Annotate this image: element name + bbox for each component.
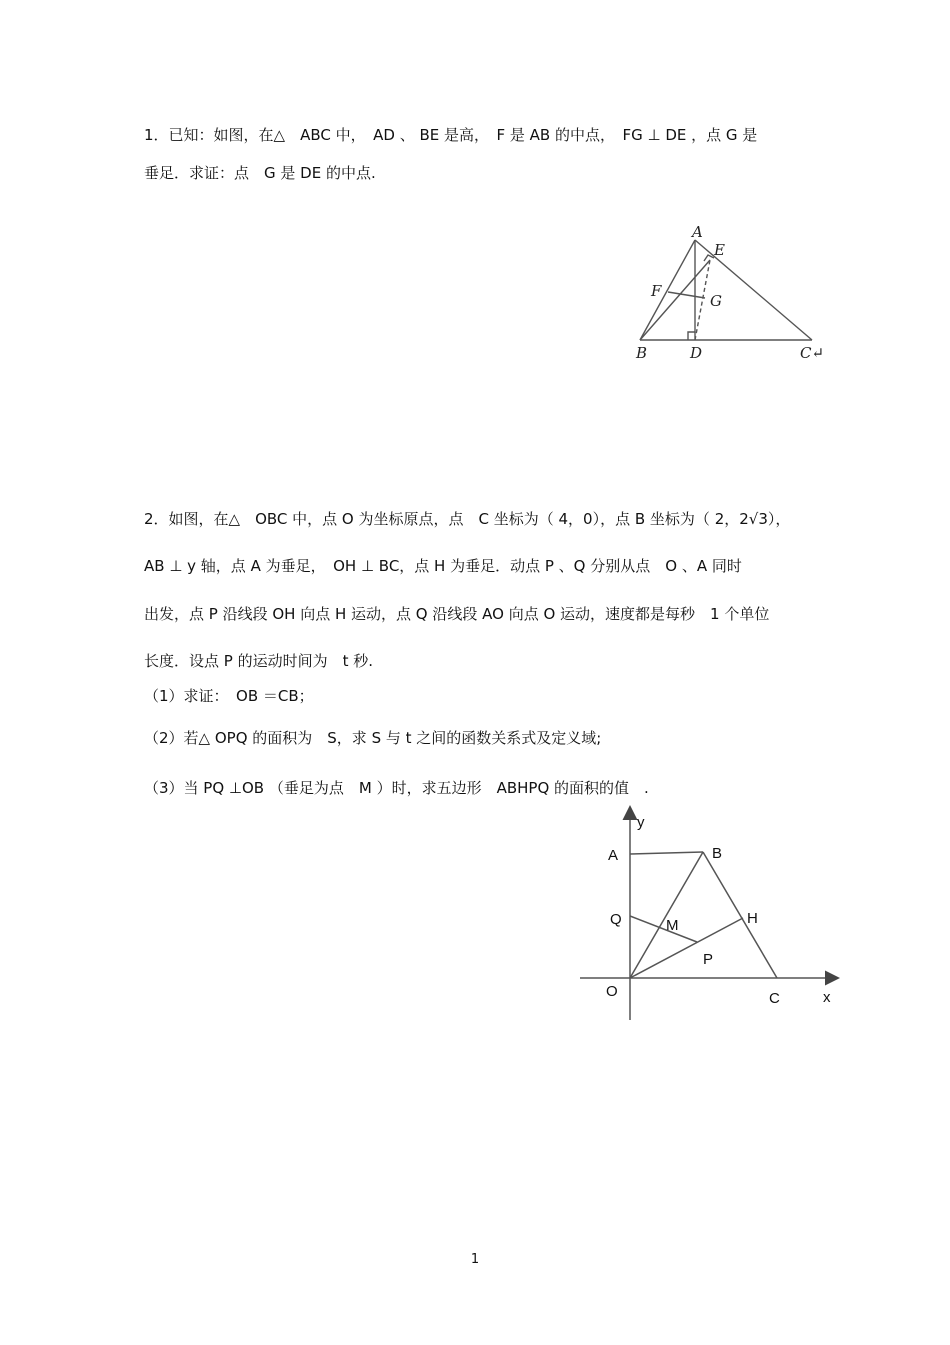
problem2-part-2: （2）若△ OPQ 的面积为 S，求 S 与 t 之间的函数关系式及定义域;: [144, 729, 602, 747]
label-d: D: [690, 344, 703, 362]
problem1-line-1: 1．已知：如图，在△ ABC 中， AD 、 BE 是高， F 是 AB 的中点， FG ⊥ DE ，点 G 是: [144, 126, 758, 144]
segment-de: [695, 260, 710, 340]
problem2-figure: [575, 800, 850, 1025]
label-y: y: [637, 814, 645, 831]
label-o: O: [606, 983, 618, 1000]
label-c: C↵: [800, 344, 825, 362]
label-x: x: [823, 989, 831, 1006]
altitude-be: [640, 260, 710, 340]
label-a: A: [692, 223, 703, 241]
label-g: G: [710, 292, 722, 310]
label-b: B: [636, 344, 648, 362]
label-e: E: [714, 241, 725, 259]
segment-bc: [703, 852, 777, 978]
triangle-side-ac: [695, 240, 812, 340]
segment-fg: [668, 292, 705, 298]
label-a: A: [608, 847, 619, 864]
right-angle-mark-d: [688, 332, 695, 340]
problem2-part-3: （3）当 PQ ⊥OB （垂足为点 M ）时，求五边形 ABHPQ 的面积的值 .: [144, 779, 649, 797]
page-number: 1: [470, 1252, 480, 1267]
label-m: M: [666, 917, 679, 934]
problem2-part-1: （1）求证： OB ＝CB；: [144, 687, 314, 705]
label-c: C: [769, 990, 780, 1007]
problem1-figure: [620, 220, 840, 370]
label-b: B: [712, 845, 723, 862]
problem2-line-1: 2．如图，在△ OBC 中，点 O 为坐标原点，点 C 坐标为（ 4，0），点 B 坐标为（ 2，2√3），: [144, 510, 791, 528]
triangle-side-ab: [640, 240, 695, 340]
segment-ab: [630, 852, 703, 854]
problem1-line-2: 垂足．求证：点 G 是 DE 的中点.: [144, 164, 376, 182]
label-h: H: [747, 910, 758, 927]
problem2-line-2: AB ⊥ y 轴，点 A 为垂足， OH ⊥ BC，点 H 为垂足．动点 P 、Q 分别从点 O 、A 同时: [144, 557, 742, 575]
problem2-line-3: 出发，点 P 沿线段 OH 向点 H 运动，点 Q 沿线段 AO 向点 O 运动，速度都是每秒 1 个单位: [144, 605, 770, 623]
label-q: Q: [610, 911, 622, 928]
label-f: F: [651, 282, 662, 300]
label-p: P: [703, 951, 714, 968]
problem2-line-4: 长度．设点 P 的运动时间为 t 秒.: [144, 652, 374, 670]
